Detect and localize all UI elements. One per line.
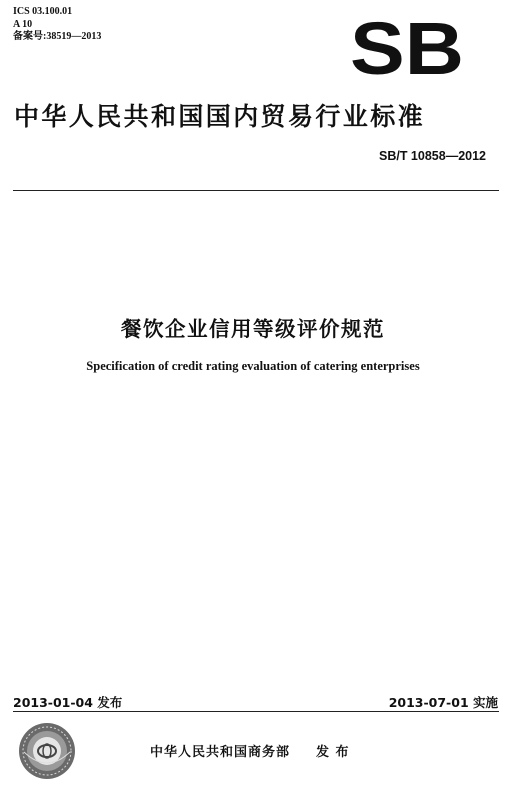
issuer-action: 发 布 (316, 745, 350, 760)
implementation-date: 2013-07-01 实施 (388, 695, 498, 710)
bottom-divider (13, 711, 499, 712)
issuer-line (150, 741, 350, 760)
ics-code: ICS 03.100.01 (13, 6, 73, 17)
document-title-chinese: 餐饮企业信用等级评价规范 (121, 317, 385, 341)
sb-logo (349, 16, 465, 78)
organization-title: 中华人民共和国国内贸易行业标准 (14, 102, 426, 131)
category-code: A 10 (13, 18, 33, 30)
sb-logo-text: SB (350, 16, 464, 78)
issuer-name: 中华人民共和国商务部 (150, 745, 291, 760)
record-number: 备案号:38519—2013 (13, 31, 102, 42)
document-title-english: Specification of credit rating evaluation of catering enterprises (86, 359, 420, 373)
issue-date: 2013-01-04 发布 (13, 695, 123, 710)
anti-counterfeit-seal-icon (18, 722, 76, 780)
standard-number: SB/T 10858—2012 (378, 149, 486, 163)
top-divider (13, 190, 499, 191)
metadata-block (13, 6, 101, 44)
